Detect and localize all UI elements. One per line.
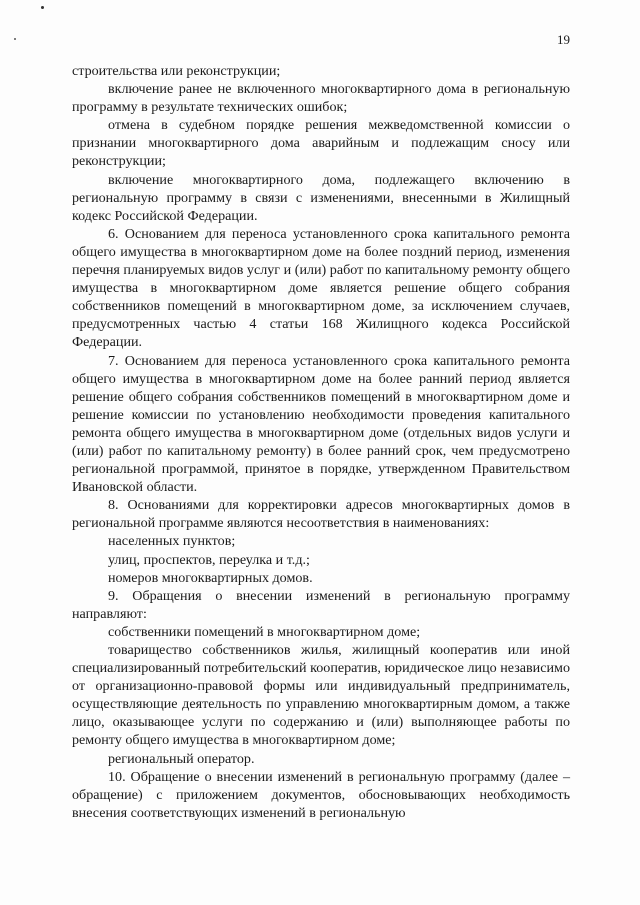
list-item: улиц, проспектов, переулка и т.д.; bbox=[108, 551, 310, 568]
paragraph-item-7: 7. Основанием для переноса установленного срока капитального ремонта общего имущества в многоквартирном доме на более ранний период является решение общего собрания собственников помещений в многоквартирном доме и решение комиссии по установлению необходимости проведения капитального ремонта общего имущества в многоквартирном доме (отдельных видов услуги и (или) работ по капитальному ремонту) в более ранний срок, чем предусмотрено региональной программой, принятое в порядке, утвержденном Правительством Ивановской области. bbox=[72, 352, 570, 496]
page-number: 19 bbox=[557, 32, 570, 47]
paragraph: включение ранее не включенного многоквартирного дома в региональную программу в результате технических ошибок; bbox=[72, 81, 570, 116]
paragraph-item-8: 8. Основаниями для корректировки адресов многоквартирных домов в региональной программе являются несоответствия в наименованиях: bbox=[72, 497, 570, 532]
scan-speck bbox=[14, 38, 16, 40]
paragraph-item-6: 6. Основанием для переноса установленного срока капитального ремонта общего имущества в многоквартирном доме на более поздний период, изменения перечня планируемых видов услуг и (или) работ по капитальному ремонту общего имущества в многоквартирном доме является решение общего собрания собственников помещений в многоквартирном доме, за исключением случаев, предусмотренных частью 4 статьи 168 Жилищного кодекса Российской Федерации. bbox=[72, 225, 570, 351]
document-body bbox=[72, 62, 570, 822]
paragraph: отмена в судебном порядке решения межведомственной комиссии о признании многоквартирного дома аварийным и подлежащим сносу или реконструкции; bbox=[72, 117, 570, 170]
paragraph: включение многоквартирного дома, подлежащего включению в региональную программу в связи с изменениями, внесенными в Жилищный кодекс Российской Федерации. bbox=[72, 171, 570, 224]
list-item: товарищество собственников жилья, жилищный кооператив или иной специализированный потребительский кооператив, юридическое лицо независимо от организационно-правовой формы или индивидуальный предприниматель, осуществляющие деятельность по управлению многоквартирным домом, а также лицо, оказывающее услуги по содержанию и (или) выполняющее работы по ремонту общего имущества в многоквартирном доме; bbox=[72, 642, 570, 749]
paragraph-item-9: 9. Обращения о внесении изменений в региональную программу направляют: bbox=[72, 587, 570, 622]
list-item: региональный оператор. bbox=[108, 750, 255, 767]
list-item: собственники помещений в многоквартирном доме; bbox=[108, 623, 421, 640]
paragraph-item-10: 10. Обращение о внесении изменений в региональную программу (далее – обращение) с приложением документов, обосновывающих необходимость внесения соответствующих изменений в региональную bbox=[72, 768, 570, 821]
paragraph: строительства или реконструкции; bbox=[72, 63, 281, 79]
list-item: населенных пунктов; bbox=[108, 533, 236, 550]
scan-speck bbox=[41, 6, 44, 9]
list-item: номеров многоквартирных домов. bbox=[108, 569, 313, 586]
